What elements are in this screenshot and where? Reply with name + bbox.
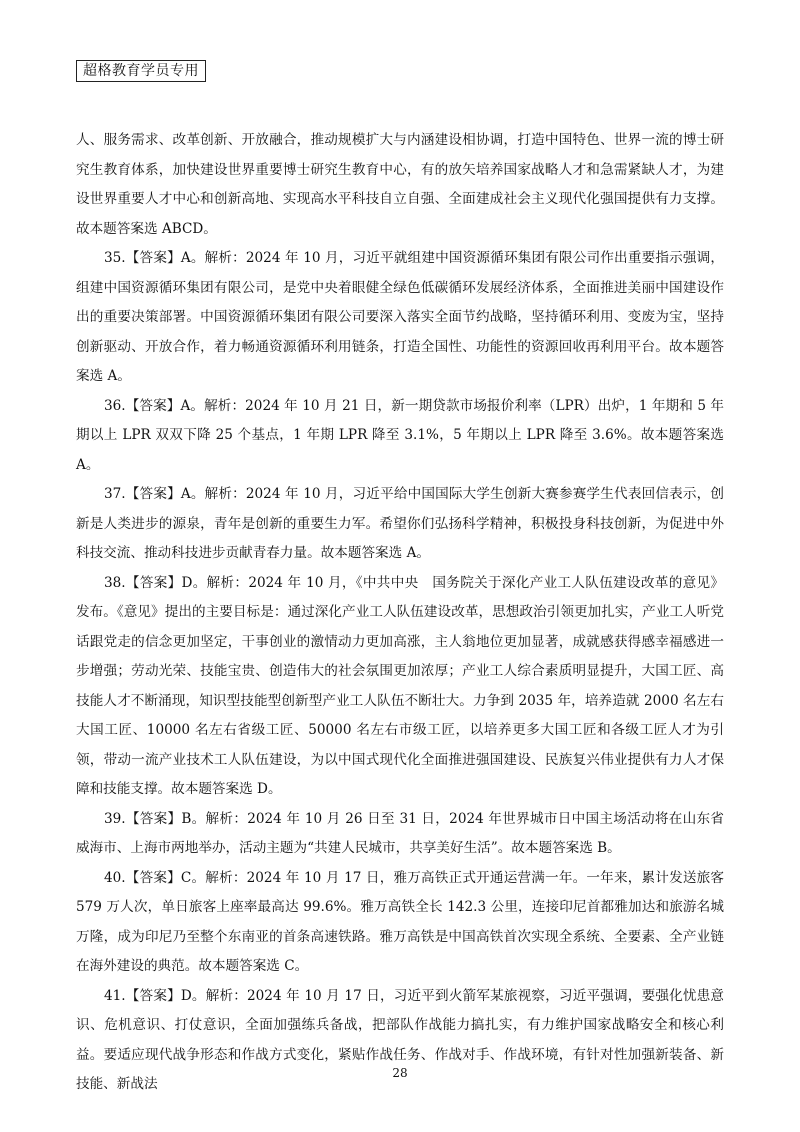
paragraph-continuation: 人、服务需求、改革创新、开放融合，推动规模扩大与内涵建设相协调，打造中国特色、世界一流的博士研究生教育体系，加快建设世界重要博士研究生教育中心，有的放矢培养国家战略人才和急需紧缺人才，为建设世界重要人才中心和创新高地、实现高水平科技自立自强、全面建成社会主义现代化强国提供有力支撑。故本题答案选 ABCD。: [76, 132, 724, 237]
page-number: 28: [392, 1066, 408, 1080]
paragraph-answer-38: 38.【答案】D。解析：2024 年 10 月，《中共中央 国务院关于深化产业工人队伍建设改革的意见》发布。《意见》提出的主要目标是：通过深化产业工人队伍建设改革，思想政治引领更加扎实，产业工人听党话跟党走的信念更加坚定，干事创业的激情动力更加高涨，主人翁地位更加显著，成就感获得感幸福感进一步增强；劳动光荣、技能宝贵、创造伟大的社会氛围更加浓厚；产业工人综合素质明显提升，大国工匠、高技能人才不断涌现，知识型技能型创新型产业工人队伍不断壮大。力争到 2035 年，培养造就 2000 名左右大国工匠、10000 名左右省级工匠、50000 名左右市级工匠，以培养更多大国工匠和各级工匠人才为引领，带动一流产业技术工人队伍建设，为以中国式现代化全面推进强国建设、民族复兴伟业提供有力人才保障和技能支撑。故本题答案选 D。: [76, 574, 724, 797]
paragraph-answer-40: 40.【答案】C。解析：2024 年 10 月 17 日，雅万高铁正式开通运营满一年。一年来，累计发送旅客 579 万人次，单日旅客上座率最高达 99.6%。雅万高铁全长 142.3 公里，连接印尼首都雅加达和旅游名城万隆，成为印尼乃至整个东南亚的首条高速铁路。雅万高铁是中国高铁首次实现全系统、全要素、全产业链在海外建设的典范。故本题答案选 C。: [76, 869, 724, 974]
paragraph-answer-39: 39.【答案】B。解析：2024 年 10 月 26 日至 31 日，2024 年世界城市日中国主场活动将在山东省威海市、上海市两地举办，活动主题为“共建人民城市，共享美好生活”。故本题答案选 B。: [76, 810, 724, 856]
paragraph-answer-37: 37.【答案】A。解析：2024 年 10 月，习近平给中国国际大学生创新大赛参赛学生代表回信表示，创新是人类进步的源泉，青年是创新的重要生力军。希望你们弘扬科学精神，积极投身科技创新，为促进中外科技交流、推动科技进步贡献青春力量。故本题答案选 A。: [76, 486, 724, 561]
paragraph-answer-41: 41.【答案】D。解析：2024 年 10 月 17 日，习近平到火箭军某旅视察，习近平强调，要强化忧患意识、危机意识、打仗意识，全面加强练兵备战，把部队作战能力搞扎实，有力维护国家战略安全和核心利益。要适应现代战争形态和作战方式变化，紧贴作战任务、作战对手、作战环境，有针对性加强新装备、新技能、新战法: [76, 987, 724, 1092]
header-label: 超格教育学员专用: [76, 60, 206, 82]
document-body: [76, 126, 724, 1100]
paragraph-answer-35: 35.【答案】A。解析：2024 年 10 月，习近平就组建中国资源循环集团有限公司作出重要指示强调，组建中国资源循环集团有限公司，是党中央着眼健全绿色低碳循环发展经济体系，全面推进美丽中国建设作出的重要决策部署。中国资源循环集团有限公司要深入落实全面节约战略，坚持循环利用、变废为宝，坚持创新驱动、开放合作，着力畅通资源循环利用链条，打造全国性、功能性的资源回收再利用平台。故本题答案选 A。: [76, 250, 724, 384]
paragraph-answer-36: 36.【答案】A。解析：2024 年 10 月 21 日，新一期贷款市场报价利率（LPR）出炉，1 年期和 5 年期以上 LPR 双双下降 25 个基点，1 年期 LPR 降至 3.1%，5 年期以上 LPR 降至 3.6%。故本题答案选 A。: [76, 397, 724, 473]
